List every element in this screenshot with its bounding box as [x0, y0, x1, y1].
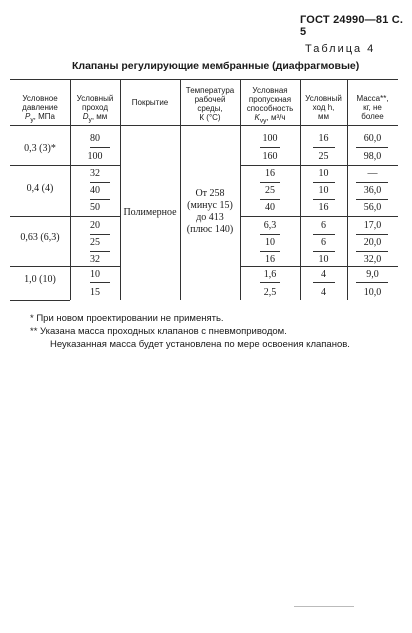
table-cell-mass: 56,0	[363, 202, 382, 213]
pressure-group-cell: 0,63 (6,3)	[20, 232, 60, 243]
pressure-group-cell: 0,4 (4)	[26, 183, 54, 194]
table-cell-stroke: 25	[318, 151, 329, 162]
table-cell-kvy: 100	[262, 133, 278, 144]
table-cell-dy: 80	[90, 133, 100, 144]
table-cell-dy: 50	[90, 202, 100, 213]
footnote: ** Указана масса проходных клапанов с пневмоприводом.	[30, 326, 287, 337]
table-cell-dy: 100	[87, 151, 103, 162]
row-separator	[90, 234, 110, 235]
table-cell-dy: 32	[90, 168, 100, 179]
table-cell-kvy: 16	[265, 168, 275, 179]
table-cell-stroke: 6	[321, 220, 326, 231]
table-cell-stroke: 6	[321, 237, 326, 248]
table-cell-stroke: 16	[318, 202, 329, 213]
header-passage: Условный проход $D_y$, мм	[76, 94, 114, 124]
group-separator	[240, 266, 398, 267]
table-cell-mass: —	[367, 168, 378, 179]
row-separator	[313, 282, 335, 283]
table-cell-stroke: 10	[318, 168, 329, 179]
table-cell-dy: 10	[90, 269, 100, 280]
table-cell-kvy: 2,5	[263, 287, 277, 298]
temperature-cell: От 258 (минус 15) до 413 (плюс 140)	[186, 188, 234, 235]
header-capacity: Условная пропускная способность $K_{vy}$, м³/ч	[246, 86, 294, 125]
table-cell-stroke: 16	[318, 133, 329, 144]
row-separator	[313, 147, 335, 148]
table-header-border	[10, 125, 398, 126]
header-coating: Покрытие	[131, 98, 169, 107]
footnote: * При новом проектировании не применять.	[30, 313, 224, 324]
table-cell-stroke: 10	[318, 254, 329, 265]
row-separator	[90, 199, 110, 200]
row-separator	[260, 282, 280, 283]
table-cell-kvy: 160	[262, 151, 278, 162]
table-cell-dy: 20	[90, 220, 100, 231]
row-separator	[90, 147, 110, 148]
row-separator	[260, 234, 280, 235]
row-separator	[90, 251, 110, 252]
row-separator	[313, 199, 335, 200]
table-title: Клапаны регулирующие мембранные (диафрагмовые)	[72, 60, 360, 72]
row-separator	[260, 182, 280, 183]
row-separator	[313, 251, 335, 252]
table-cell-dy: 15	[90, 287, 100, 298]
group-separator	[10, 216, 120, 217]
table-cell-kvy: 25	[265, 185, 275, 196]
table-cell-mass: 60,0	[363, 133, 382, 144]
table-cell-kvy: 6,3	[263, 220, 277, 231]
column-divider	[120, 79, 121, 300]
row-separator	[260, 199, 280, 200]
table-cell-kvy: 40	[265, 202, 275, 213]
header-stroke: Условный ход h, мм	[305, 94, 342, 121]
pressure-group-cell: 1,0 (10)	[24, 274, 56, 285]
document-header: ГОСТ 24990—81 С. 5	[300, 14, 404, 38]
row-separator	[260, 251, 280, 252]
row-separator	[90, 182, 110, 183]
table-cell-stroke: 10	[318, 185, 329, 196]
row-separator	[356, 199, 388, 200]
footnote: Неуказанная масса будет установлена по мере освоения клапанов.	[50, 339, 350, 350]
header-mass: Масса**, кг, не более	[356, 94, 389, 121]
pressure-group-cell: 0,3 (3)*	[24, 143, 56, 154]
table-cell-kvy: 10	[265, 237, 275, 248]
table-cell-mass: 32,0	[363, 254, 382, 265]
table-label: Таблица 4	[305, 43, 376, 55]
table-cell-kvy: 1,6	[263, 269, 277, 280]
row-separator	[356, 234, 388, 235]
table-cell-kvy: 16	[265, 254, 275, 265]
table-cell-stroke: 4	[321, 269, 326, 280]
table-cell-mass: 98,0	[363, 151, 382, 162]
table-cell-mass: 36,0	[363, 185, 382, 196]
table-cell-mass: 9,0	[366, 269, 379, 280]
table-cell-dy: 25	[90, 237, 100, 248]
group-separator	[10, 266, 120, 267]
table-cell-mass: 17,0	[363, 220, 382, 231]
row-separator	[90, 282, 110, 283]
group-separator	[240, 216, 398, 217]
group-separator	[240, 165, 398, 166]
row-separator	[356, 182, 388, 183]
table-cell-dy: 32	[90, 254, 100, 265]
row-separator	[356, 251, 388, 252]
table-top-border	[10, 79, 398, 80]
row-separator	[356, 282, 388, 283]
table-cell-stroke: 4	[321, 287, 326, 298]
table-cell-dy: 40	[90, 185, 100, 196]
row-separator	[356, 147, 388, 148]
table-bottom-border	[10, 300, 70, 301]
header-temperature: Температура рабочей среды, К (°С)	[185, 86, 235, 122]
header-pressure: Условное давление $P_y$, МПа	[22, 94, 58, 124]
coating-cell: Полимерное	[123, 207, 177, 218]
table-cell-mass: 20,0	[363, 237, 382, 248]
scan-mark	[294, 606, 354, 607]
row-separator	[260, 147, 280, 148]
group-separator	[10, 165, 120, 166]
row-separator	[313, 234, 335, 235]
table-cell-mass: 10,0	[363, 287, 382, 298]
row-separator	[313, 182, 335, 183]
